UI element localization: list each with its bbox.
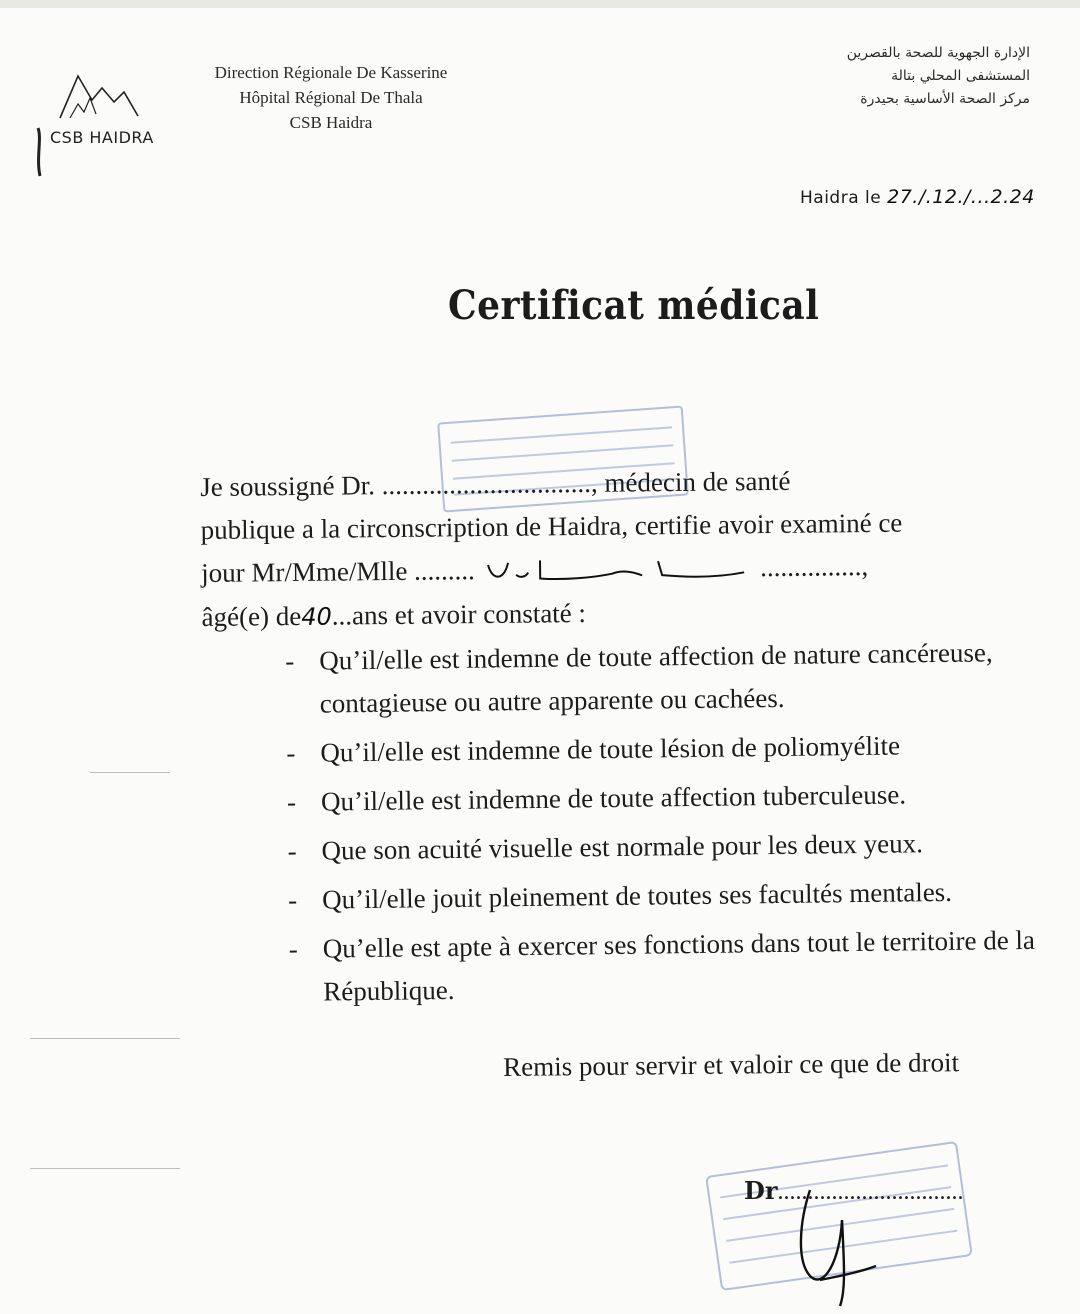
document-title: Certificat médical — [448, 282, 820, 329]
list-item: - Qu’il/elle est indemne de toute lésion de poliomyélite — [286, 730, 901, 768]
header-line-hospital: Hôpital Régional De Thala — [239, 88, 423, 107]
header-line-region: Direction Régionale De Kasserine — [214, 63, 448, 82]
scan-fold-mark — [30, 1168, 180, 1169]
list-item: - Que son acuité visuelle est normale pour les deux yeux. — [287, 828, 924, 866]
institution-header-ar — [750, 42, 1030, 111]
body-line-3: jour Mr/Mme/Mlle ......... ..............., — [201, 544, 1001, 596]
body-line-1: Je soussigné Dr. ..............................., médecin de santé — [200, 465, 791, 502]
closing-statement: Remis pour servir et valoir ce que de droit — [503, 1047, 960, 1082]
scan-fold-mark — [30, 1038, 180, 1039]
doctor-name-blank: ............................... — [381, 467, 592, 501]
list-item: - Qu’il/elle jouit pleinement de toutes ses facultés mentales. — [287, 876, 953, 915]
body-line-4: âgé(e) de40...ans et avoir constaté : — [201, 597, 587, 632]
handwritten-patient-name — [475, 554, 761, 585]
list-item: - Qu’il/elle est indemne de toute affection tuberculeuse. — [286, 779, 907, 817]
header-line-csb: CSB Haidra — [289, 113, 373, 132]
date-prefix: Haidra le — [800, 188, 882, 208]
list-item: - Qu’elle est apte à exercer ses fonctions dans tout le territoire de la République. — [288, 924, 1036, 1007]
signature-dots: ............................... — [777, 1179, 964, 1205]
header-ar-line-3: مركز الصحة الأساسية بحيدرة — [860, 91, 1030, 107]
handwritten-name-scribble — [482, 548, 752, 585]
mountain-logo-icon — [30, 68, 170, 178]
header-ar-line-2: المستشفى المحلي بتالة — [891, 68, 1030, 84]
institution-header-fr — [186, 60, 476, 135]
list-item: - Qu’il/elle est indemne de toute affection de nature cancéreuse, contagieuse ou autre apparente ou cachées. — [285, 637, 993, 719]
logo-label: CSB HAIDRA — [50, 128, 154, 147]
scan-fold-mark — [90, 772, 170, 773]
date-line — [800, 186, 1035, 208]
findings-list — [285, 631, 1050, 1020]
csb-logo — [30, 68, 170, 178]
handwritten-date: 27./.12./...2.24 — [887, 186, 1035, 208]
body-line-2: publique a la circonscription de Haidra, certifie avoir examiné ce — [200, 507, 903, 545]
certificate-body — [200, 458, 1002, 640]
handwritten-signature-icon — [780, 1180, 880, 1310]
signature-prefix: Dr — [744, 1176, 778, 1205]
scan-edge — [0, 0, 1080, 8]
handwritten-age: 40 — [301, 602, 332, 631]
header-ar-line-1: الإدارة الجهوية للصحة بالقصرين — [846, 45, 1030, 61]
